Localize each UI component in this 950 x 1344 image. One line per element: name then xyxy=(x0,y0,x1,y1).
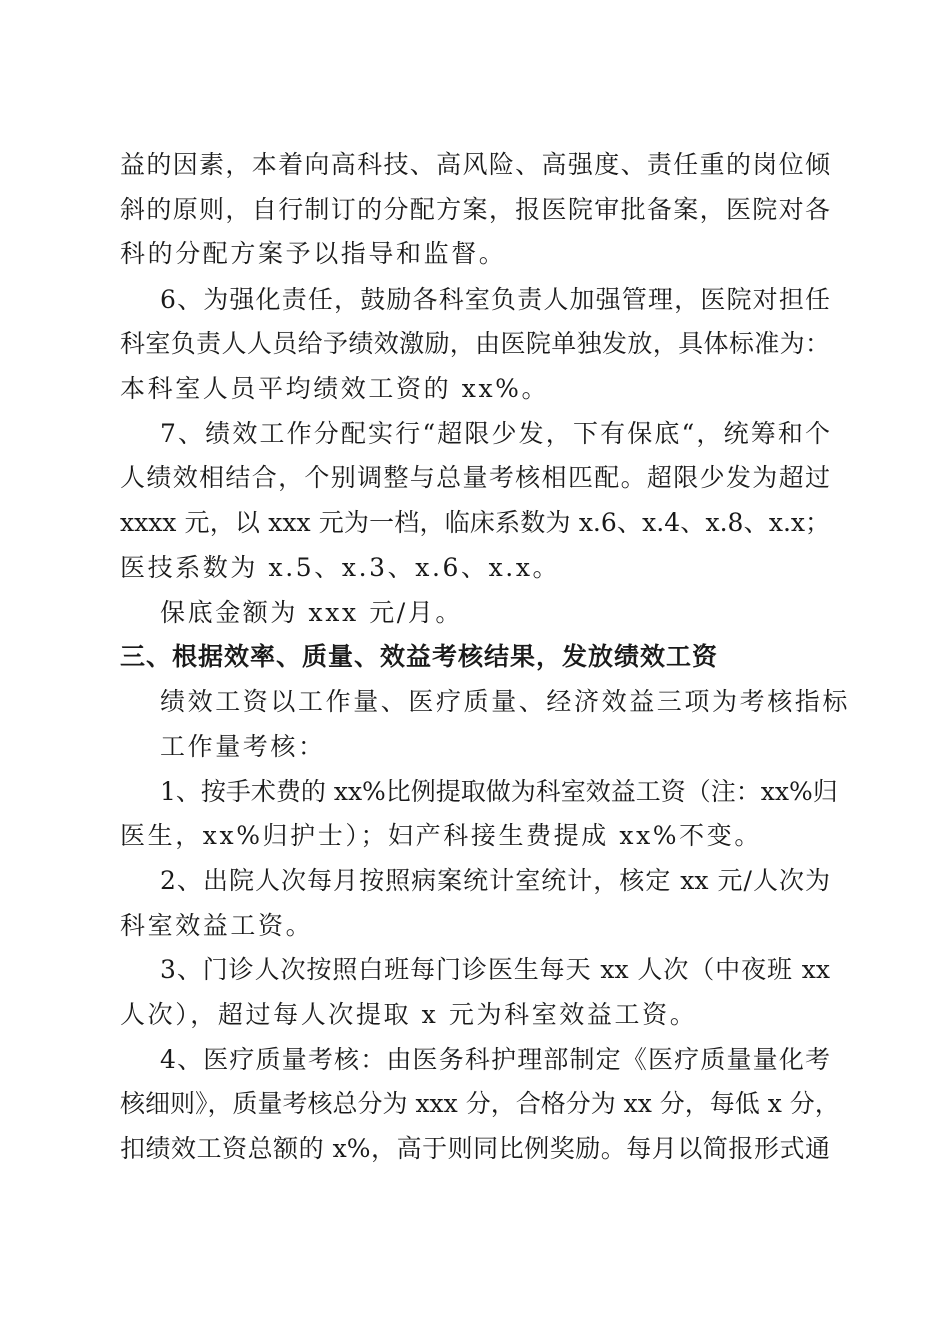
text-line: 斜的原则，自行制订的分配方案，报医院审批备案，医院对各 xyxy=(120,195,830,224)
text-line: 科的分配方案予以指导和监督。 xyxy=(120,239,507,268)
text-line: 1、按手术费的 xx%比例提取做为科室效益工资（注：xx%归 xyxy=(160,777,838,806)
text-line: xxxx 元，以 xxx 元为一档，临床系数为 x.6、x.4、x.8、x.x； xyxy=(120,508,830,537)
section-heading: 三、根据效率、质量、效益考核结果，发放绩效工资 xyxy=(120,642,719,671)
text-line: 保底金额为 xxx 元/月。 xyxy=(160,598,464,627)
text-line: 人绩效相结合，个别调整与总量考核相匹配。超限少发为超过 xyxy=(120,463,830,492)
text-line: 绩效工资以工作量、医疗质量、经济效益三项为考核指标 xyxy=(160,687,851,716)
text-line: 科室效益工资。 xyxy=(120,911,314,940)
text-line: 医生，xx%归护士）；妇产科接生费提成 xx%不变。 xyxy=(120,821,762,850)
text-line: 2、出院人次每月按照病案统计室统计，核定 xx 元/人次为 xyxy=(160,866,830,895)
text-line: 工作量考核： xyxy=(160,732,326,761)
text-line: 3、门诊人次按照白班每门诊医生每天 xx 人次（中夜班 xx xyxy=(160,955,830,984)
text-line: 6、为强化责任，鼓励各科室负责人加强管理，医院对担任 xyxy=(160,285,830,314)
text-line: 益的因素，本着向高科技、高风险、高强度、责任重的岗位倾 xyxy=(120,150,830,179)
text-line: 人次），超过每人次提取 x 元为科室效益工资。 xyxy=(120,1000,698,1029)
text-line: 科室负责人人员给予绩效激励，由医院单独发放，具体标准为： xyxy=(120,329,830,358)
text-line: 核细则》，质量考核总分为 xxx 分，合格分为 xx 分，每低 x 分， xyxy=(120,1089,840,1118)
text-line: 4、医疗质量考核：由医务科护理部制定《医疗质量量化考 xyxy=(160,1045,830,1074)
text-line: 扣绩效工资总额的 x%，高于则同比例奖励。每月以简报形式通 xyxy=(120,1134,830,1163)
text-line: 医技系数为 x.5、x.3、x.6、x.x。 xyxy=(120,553,561,582)
text-line: 7、绩效工作分配实行“超限少发，下有保底“，统筹和个 xyxy=(160,419,830,448)
text-line: 本科室人员平均绩效工资的 xx%。 xyxy=(120,374,550,403)
